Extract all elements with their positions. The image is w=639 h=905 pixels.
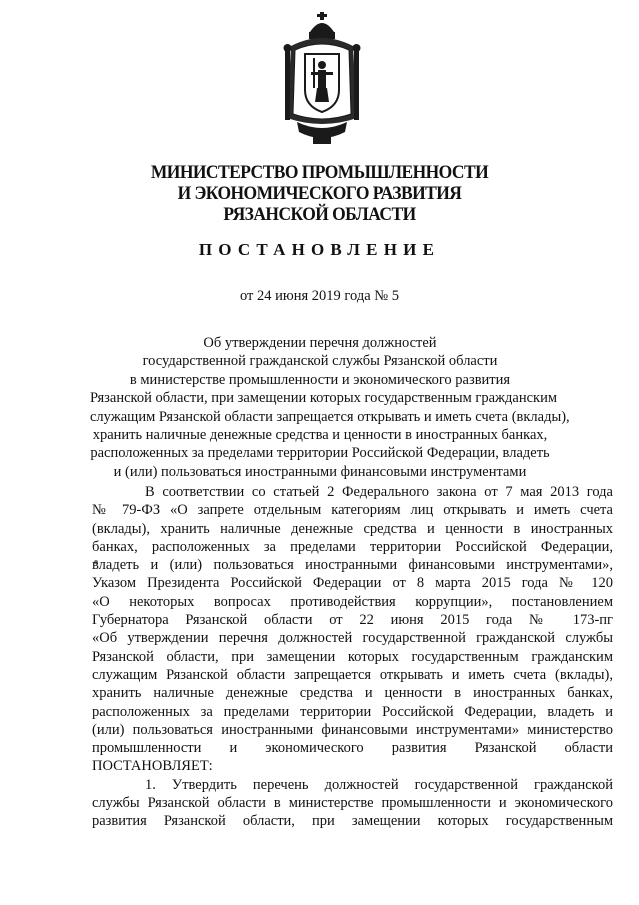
body-line: служащим Рязанской области запрещается открывать и иметь счета (вклады),	[92, 666, 613, 683]
body-line-item-1: 1. Утвердить перечень должностей государственной гражданской	[145, 776, 613, 793]
document-body	[92, 483, 613, 831]
body-line: хранить наличные денежные средства и ценности в иностранных банках,	[92, 685, 613, 702]
ministry-name-line-2: И ЭКОНОМИЧЕСКОГО РАЗВИТИЯ	[177, 183, 462, 204]
body-line: Рязанской области, при замещении которых государственным гражданским	[92, 648, 613, 665]
ministry-name-line-3: РЯЗАНСКОЙ ОБЛАСТИ	[223, 204, 416, 225]
body-line: Губернатора Рязанской области от 22 июня 2015 года № 173-пг	[92, 612, 613, 629]
body-line: № 79-ФЗ «О запрете отдельным категориям лиц открывать и иметь счета	[92, 502, 613, 519]
subject-line: государственной гражданской службы Рязанской области	[142, 353, 498, 370]
body-line: В соответствии со статьей 2 Федерального закона от 7 мая 2013 года	[145, 484, 613, 500]
body-line: владеть и (или) пользоваться иностранными финансовыми инструментами»,	[92, 557, 613, 574]
body-line-resolves: ПОСТАНОВЛЯЕТ:	[92, 758, 213, 775]
subject-line: служащим Рязанской области запрещается открывать и иметь счета (вклады),	[90, 408, 570, 425]
subject-line: хранить наличные денежные средства и ценности в иностранных банках,	[92, 427, 548, 444]
body-line: «О некоторых вопросах противодействия коррупции», постановлением	[92, 593, 613, 610]
body-line: расположенных за пределами территории Российской Федерации, владеть и	[92, 703, 613, 720]
body-line: (вклады), хранить наличные денежные средства и ценности в иностранных	[92, 520, 613, 537]
body-line: «Об утверждении перечня должностей государственной гражданской службы	[92, 630, 613, 647]
body-line: службы Рязанской области в министерстве промышленности и экономического	[92, 795, 613, 812]
body-line: промышленности и экономического развития Рязанской области	[92, 740, 613, 757]
ryazan-coat-of-arms-icon	[283, 10, 361, 150]
body-line: Указом Президента Российской Федерации от 8 марта 2015 года № 120	[92, 575, 613, 592]
body-line: банках, расположенных за пределами территории Российской Федерации,	[92, 538, 613, 555]
subject-line: и (или) пользоваться иностранными финансовыми инструментами	[113, 463, 527, 480]
subject-line: в министерстве промышленности и экономического развития	[129, 371, 511, 388]
document-type-title: ПОСТАНОВЛЕНИЕ	[198, 240, 441, 259]
subject-line: Рязанской области, при замещении которых государственным гражданским	[90, 390, 558, 407]
document-date-number: от 24 июня 2019 года № 5	[240, 288, 399, 304]
ministry-name-line-1: МИНИСТЕРСТВО ПРОМЫШЛЕННОСТИ	[150, 162, 489, 183]
body-line: (или) пользоваться иностранными финансовыми инструментами» министерство	[92, 721, 613, 738]
body-line: развития Рязанской области, при замещении которых государственным	[92, 813, 613, 830]
subject-line: Об утверждении перечня должностей	[203, 335, 437, 351]
subject-line: расположенных за пределами территории Российской Федерации, владеть	[90, 445, 550, 462]
document-subject	[90, 334, 570, 481]
